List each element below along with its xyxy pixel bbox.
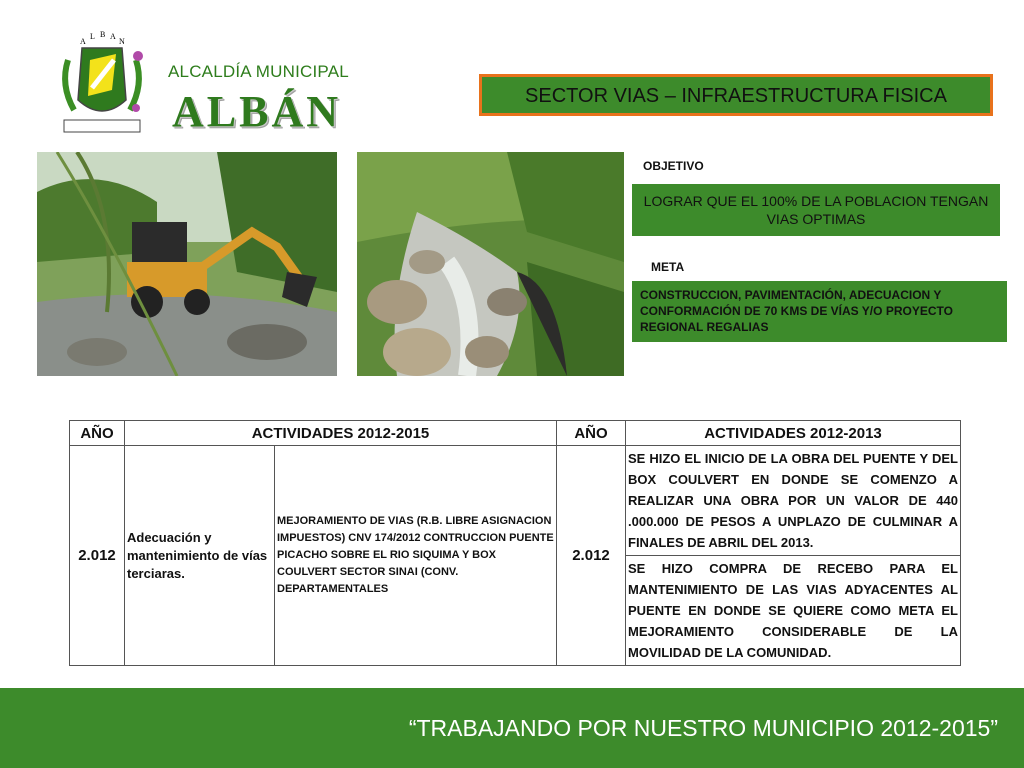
activities-table	[69, 420, 961, 666]
header-activities-2012-2013: ACTIVIDADES 2012-2013	[626, 421, 961, 446]
activity-a-cell: Adecuación y mantenimiento de vías terciaras.	[125, 446, 275, 666]
footer-slogan: “TRABAJANDO POR NUESTRO MUNICIPIO 2012-2015”	[408, 715, 998, 741]
logo-letter: N	[119, 37, 125, 46]
municipal-shield-logo	[52, 30, 152, 138]
alcaldia-label: ALCALDÍA MUNICIPAL	[168, 62, 349, 81]
logo-letter: A	[110, 32, 116, 41]
logo-letter: B	[100, 30, 106, 39]
backhoe-photo	[37, 152, 337, 376]
rocky-stream-photo	[357, 152, 624, 376]
objetivo-box	[632, 184, 1000, 236]
result-2-cell: SE HIZO COMPRA DE RECEBO PARA EL MANTENIMIENTO DE LAS VIAS ADYACENTES AL PUENTE EN DONDE SE QUIERE COMO META EL MEJORAMIENTO CONSIDERABLE DE LA MOVILIDAD DE LA COMUNIDAD.	[626, 556, 961, 666]
header-ano-right: AÑO	[557, 421, 626, 446]
table-header-row	[70, 421, 961, 446]
year-right-cell: 2.012	[557, 446, 626, 666]
header-ano-left: AÑO	[70, 421, 125, 446]
logo-letter: L	[90, 32, 95, 41]
objetivo-text: LOGRAR QUE EL 100% DE LA POBLACION TENGAN VIAS OPTIMAS	[643, 193, 989, 227]
logo-letter: A	[80, 37, 86, 46]
meta-label: META	[651, 260, 685, 274]
year-left-cell: 2.012	[70, 446, 125, 666]
objetivo-label: OBJETIVO	[643, 159, 704, 173]
table-row	[70, 446, 961, 556]
meta-text: CONSTRUCCION, PAVIMENTACIÓN, ADECUACION Y CONFORMACIÓN DE 70 KMS DE VÍAS Y/O PROYECTO REGIONAL REGALIAS	[640, 288, 953, 334]
footer-bar	[0, 688, 1024, 768]
result-1-cell: SE HIZO EL INICIO DE LA OBRA DEL PUENTE Y DEL BOX COULVERT EN DONDE SE COMENZO A REALIZAR UNA OBRA POR UN VALOR DE 440 .000.000 DE PESOS A UNPLAZO DE CULMINAR A FINALES DE ABRIL DEL 2013.	[626, 446, 961, 556]
sector-title: SECTOR VIAS – INFRAESTRUCTURA FISICA	[479, 74, 993, 116]
municipality-name: ALBÁN	[172, 87, 342, 136]
meta-box	[632, 281, 1007, 342]
header-activities-2012-2015: ACTIVIDADES 2012-2015	[125, 421, 557, 446]
activity-b-cell: MEJORAMIENTO DE VIAS (R.B. LIBRE ASIGNACION IMPUESTOS) CNV 174/2012 CONTRUCCION PUENTE PICACHO SOBRE EL RIO SIQUIMA Y BOX COULVERT SECTOR SINAI (CONV. DEPARTAMENTALES	[275, 446, 557, 666]
